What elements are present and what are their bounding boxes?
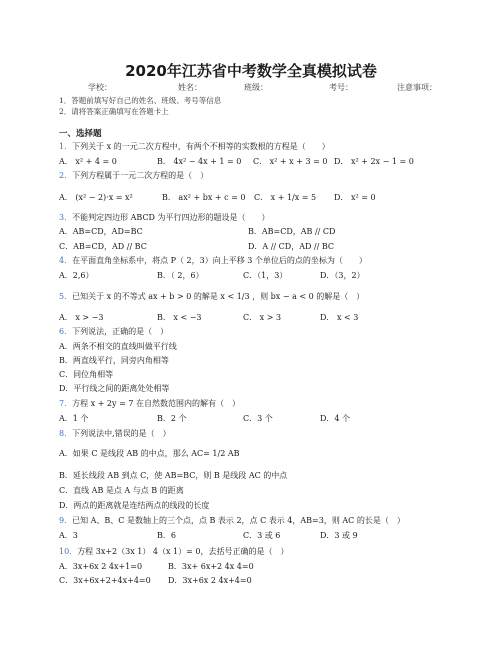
- q8-option-d: D．两点的距离就是连结两点的线段的长度: [59, 501, 210, 510]
- question-10: [59, 546, 288, 557]
- q10-option-c: C．3x+6x+2+4x+4=0: [59, 576, 151, 585]
- q3-option-a: A．AB=CD，AD=BC: [59, 227, 143, 236]
- q4-option-a: A．2,6）: [59, 271, 94, 280]
- q5-option-d: D． x < 3: [320, 313, 359, 322]
- question-number: 4．: [59, 256, 73, 265]
- meta-name: 姓名：: [178, 83, 202, 92]
- question-number: 5．: [59, 292, 73, 301]
- question-number: 10．: [59, 547, 78, 556]
- q9-option-c: C．3 或 6: [243, 531, 281, 540]
- q3-option-b: B．AB=CD，AB // CD: [248, 227, 336, 236]
- q3-option-d: D．A // CD，AD // BC: [248, 242, 335, 251]
- question-number: 1．: [59, 142, 73, 151]
- q5-option-c: C． x > 3: [243, 313, 282, 322]
- question-number: 6．: [59, 327, 73, 336]
- question-text: 下列说法，正确的是（ ）: [72, 327, 169, 336]
- meta-class: 班级：: [244, 83, 268, 92]
- q7-option-c: C．3 个: [243, 414, 273, 423]
- question-7: [59, 398, 240, 409]
- question-4: [59, 255, 367, 266]
- question-number: 9．: [59, 516, 73, 525]
- question-text: 方程 x + 2y = 7 在自然数范围内的解有（ ）: [72, 399, 240, 408]
- q2-option-d: D． x² = 0: [334, 193, 376, 202]
- q8-option-b: B．延长线段 AB 到点 C，使 AB=BC，则 B 是线段 AC 的中点: [59, 471, 288, 480]
- q9-option-b: B．6: [157, 531, 176, 540]
- q5-option-b: B． x < −3: [157, 313, 202, 322]
- q10-option-b: B．3x+ 6x+2 4x 4=0: [168, 562, 254, 571]
- question-8: [59, 428, 171, 439]
- question-6: [59, 326, 168, 337]
- q10-option-a: A．3x+6x 2 4x+1=0: [59, 562, 143, 571]
- q6-option-c: C．同位角相等: [59, 370, 114, 379]
- q7-option-b: B．2 个: [157, 414, 187, 423]
- meta-school: 学校：: [88, 83, 112, 92]
- meta-notice: 注意事项：: [397, 83, 437, 92]
- question-text: 下列关于 x 的一元二次方程中，有两个不相等的实数根的方程是（ ）: [72, 142, 330, 151]
- q8-option-c: C．直线 AB 是点 A 与点 B 的距离: [59, 486, 184, 495]
- question-text: 在平面直角坐标系中，将点 P（ 2，3）向上平移 3 个单位后的点的坐标为（ ）: [72, 256, 367, 265]
- q8-option-a: A．如果 C 是线段 AB 的中点，那么 AC= 1/2 AB: [59, 449, 240, 458]
- q6-option-a: A．两条不相交的直线叫做平行线: [59, 342, 177, 351]
- question-text: 下列说法中,错误的是（ ）: [72, 429, 171, 438]
- q9-option-a: A．3: [59, 531, 78, 540]
- q7-option-a: A．1 个: [59, 414, 89, 423]
- section-heading: 一、选择题: [59, 129, 102, 139]
- note-1: 1．答题前填写好自己的姓名、班级、考号等信息: [59, 96, 222, 105]
- q2-option-a: A． (x² − 2)·x = x²: [59, 193, 133, 202]
- meta-exam-no: 考号：: [329, 83, 353, 92]
- q1-option-b: B． 4x² − 4x + 1 = 0: [157, 157, 242, 166]
- question-number: 3．: [59, 213, 73, 222]
- note-2: 2．请将答案正确填写在答题卡上: [59, 107, 169, 116]
- q2-option-c: C． x + 1/x = 5: [254, 193, 317, 202]
- question-text: 方程 3x+2（3x 1） 4（x 1）= 0，去括号正确的是（ ）: [77, 547, 289, 556]
- question-3: [59, 212, 270, 223]
- q6-option-d: D．平行线之间的距离处处相等: [59, 384, 170, 393]
- q2-option-b: B． ax² + bx + c = 0: [162, 193, 246, 202]
- q10-option-d: D．3x+6x 2 4x+4=0: [168, 576, 252, 585]
- question-text: 下列方程属于一元二次方程的是（ ）: [72, 171, 209, 180]
- question-2: [59, 170, 208, 181]
- q1-option-c: C． x² + x + 3 = 0: [253, 157, 328, 166]
- q5-option-a: A． x > −3: [59, 313, 104, 322]
- question-1: [59, 141, 330, 152]
- q4-option-d: D．（3，2）: [320, 271, 365, 280]
- question-text: 已知 A、B、C 是数轴上的三个点，点 B 表示 2，点 C 表示 4，AB=3，则 AC 的长是（ ）: [72, 516, 405, 525]
- q1-option-a: A． x² + 4 = 0: [59, 157, 117, 166]
- q7-option-d: D．4 个: [320, 414, 351, 423]
- question-number: 7．: [59, 399, 73, 408]
- question-9: [59, 515, 405, 526]
- q9-option-d: D．3 或 9: [320, 531, 358, 540]
- q3-option-c: C．AB=CD，AD // BC: [59, 242, 147, 251]
- question-text: 不能判定四边形 ABCD 为平行四边形的题设是（ ）: [72, 213, 270, 222]
- question-number: 2．: [59, 171, 73, 180]
- q4-option-b: B．（ 2，6）: [157, 271, 204, 280]
- question-text: 已知关于 x 的不等式 ax + b > 0 的解是 x < 1/3 ，则 bx − a < 0 的解是（ ）: [72, 292, 365, 301]
- page-title: 2020年江苏省中考数学全真模拟试卷: [125, 62, 377, 80]
- question-5: [59, 291, 364, 302]
- question-number: 8．: [59, 429, 73, 438]
- q1-option-d: D． x² + 2x − 1 = 0: [334, 157, 414, 166]
- q4-option-c: C．（1，3）: [243, 271, 288, 280]
- q6-option-b: B．两直线平行，同旁内角相等: [59, 356, 169, 365]
